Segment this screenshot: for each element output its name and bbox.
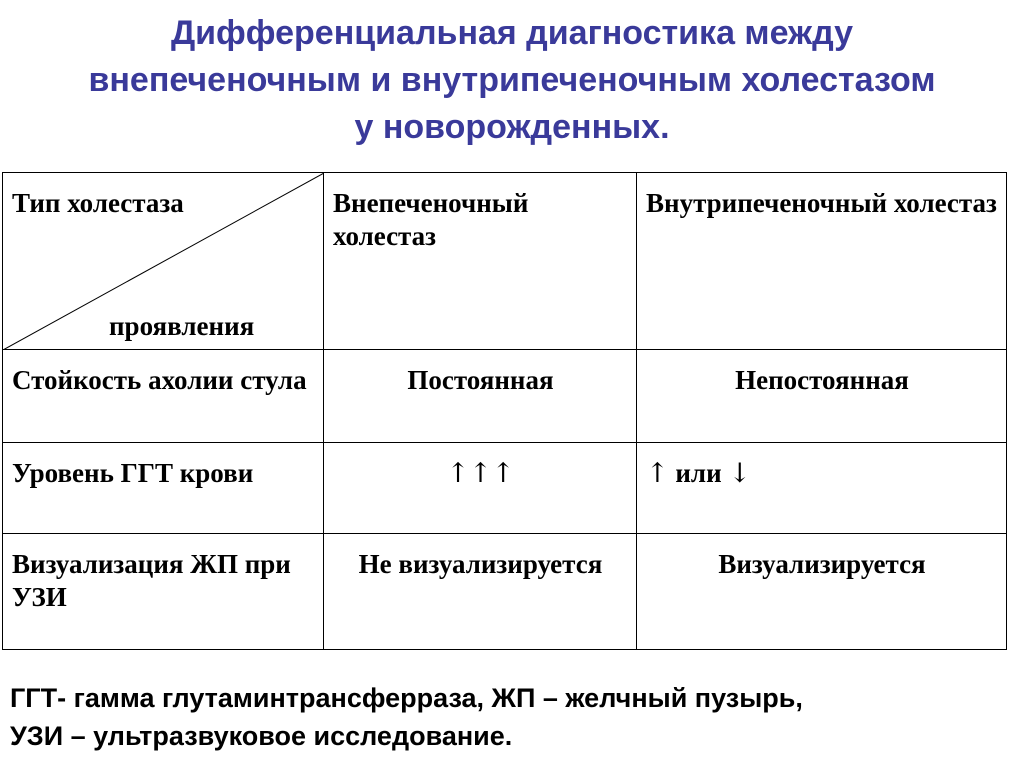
footnote-line-2: УЗИ – ультразвуковое исследование. — [10, 721, 513, 751]
table-row — [3, 443, 1007, 534]
slide-title — [0, 10, 1024, 151]
title-line-3 — [0, 104, 1024, 151]
table-row — [3, 534, 1007, 650]
abbreviations-footnote — [10, 679, 1020, 755]
cell-intrahepatic-ggt — [637, 443, 1007, 534]
arrow-down-icon: ↓ — [728, 458, 752, 489]
row-label-stool-acholia: Стойкость ахолии стула — [3, 350, 324, 443]
cell-intrahepatic-ggt-or: или — [668, 458, 729, 488]
arrow-up-icon: ↑ — [646, 458, 669, 489]
corner-header-manifestations: проявления — [109, 311, 255, 341]
cell-intrahepatic-acholia: Непостоянная — [637, 350, 1007, 443]
differential-diagnosis-table — [2, 172, 1007, 650]
title-line-2: внепеченочным и внутрипеченочным холестазом — [88, 61, 936, 99]
table-header-row — [3, 173, 1007, 350]
row-label-gallbladder-ultrasound: Визуализация ЖП при УЗИ — [3, 534, 324, 650]
table-corner-cell — [3, 173, 324, 350]
column-header-extrahepatic: Внепеченочный холестаз — [324, 173, 637, 350]
title-line-1: Дифференциальная диагностика между — [170, 14, 854, 52]
title-line-3-text: у новорожденных — [354, 108, 661, 146]
cell-extrahepatic-ultrasound: Не визуализируется — [324, 534, 637, 650]
cell-intrahepatic-ultrasound: Визуализируется — [637, 534, 1007, 650]
column-header-intrahepatic: Внутрипеченочный холестаз — [637, 173, 1007, 350]
table-row — [3, 350, 1007, 443]
corner-header-type: Тип холестаза — [12, 188, 184, 218]
row-label-ggt-level: Уровень ГГТ крови — [3, 443, 324, 534]
cell-extrahepatic-ggt: ↑↑↑ — [324, 443, 637, 534]
title-end-mark: . — [660, 108, 670, 146]
cell-extrahepatic-acholia: Постоянная — [324, 350, 637, 443]
footnote-line-1: ГГТ- гамма глутаминтрансферраза, ЖП – желчный пузырь, — [10, 683, 803, 713]
